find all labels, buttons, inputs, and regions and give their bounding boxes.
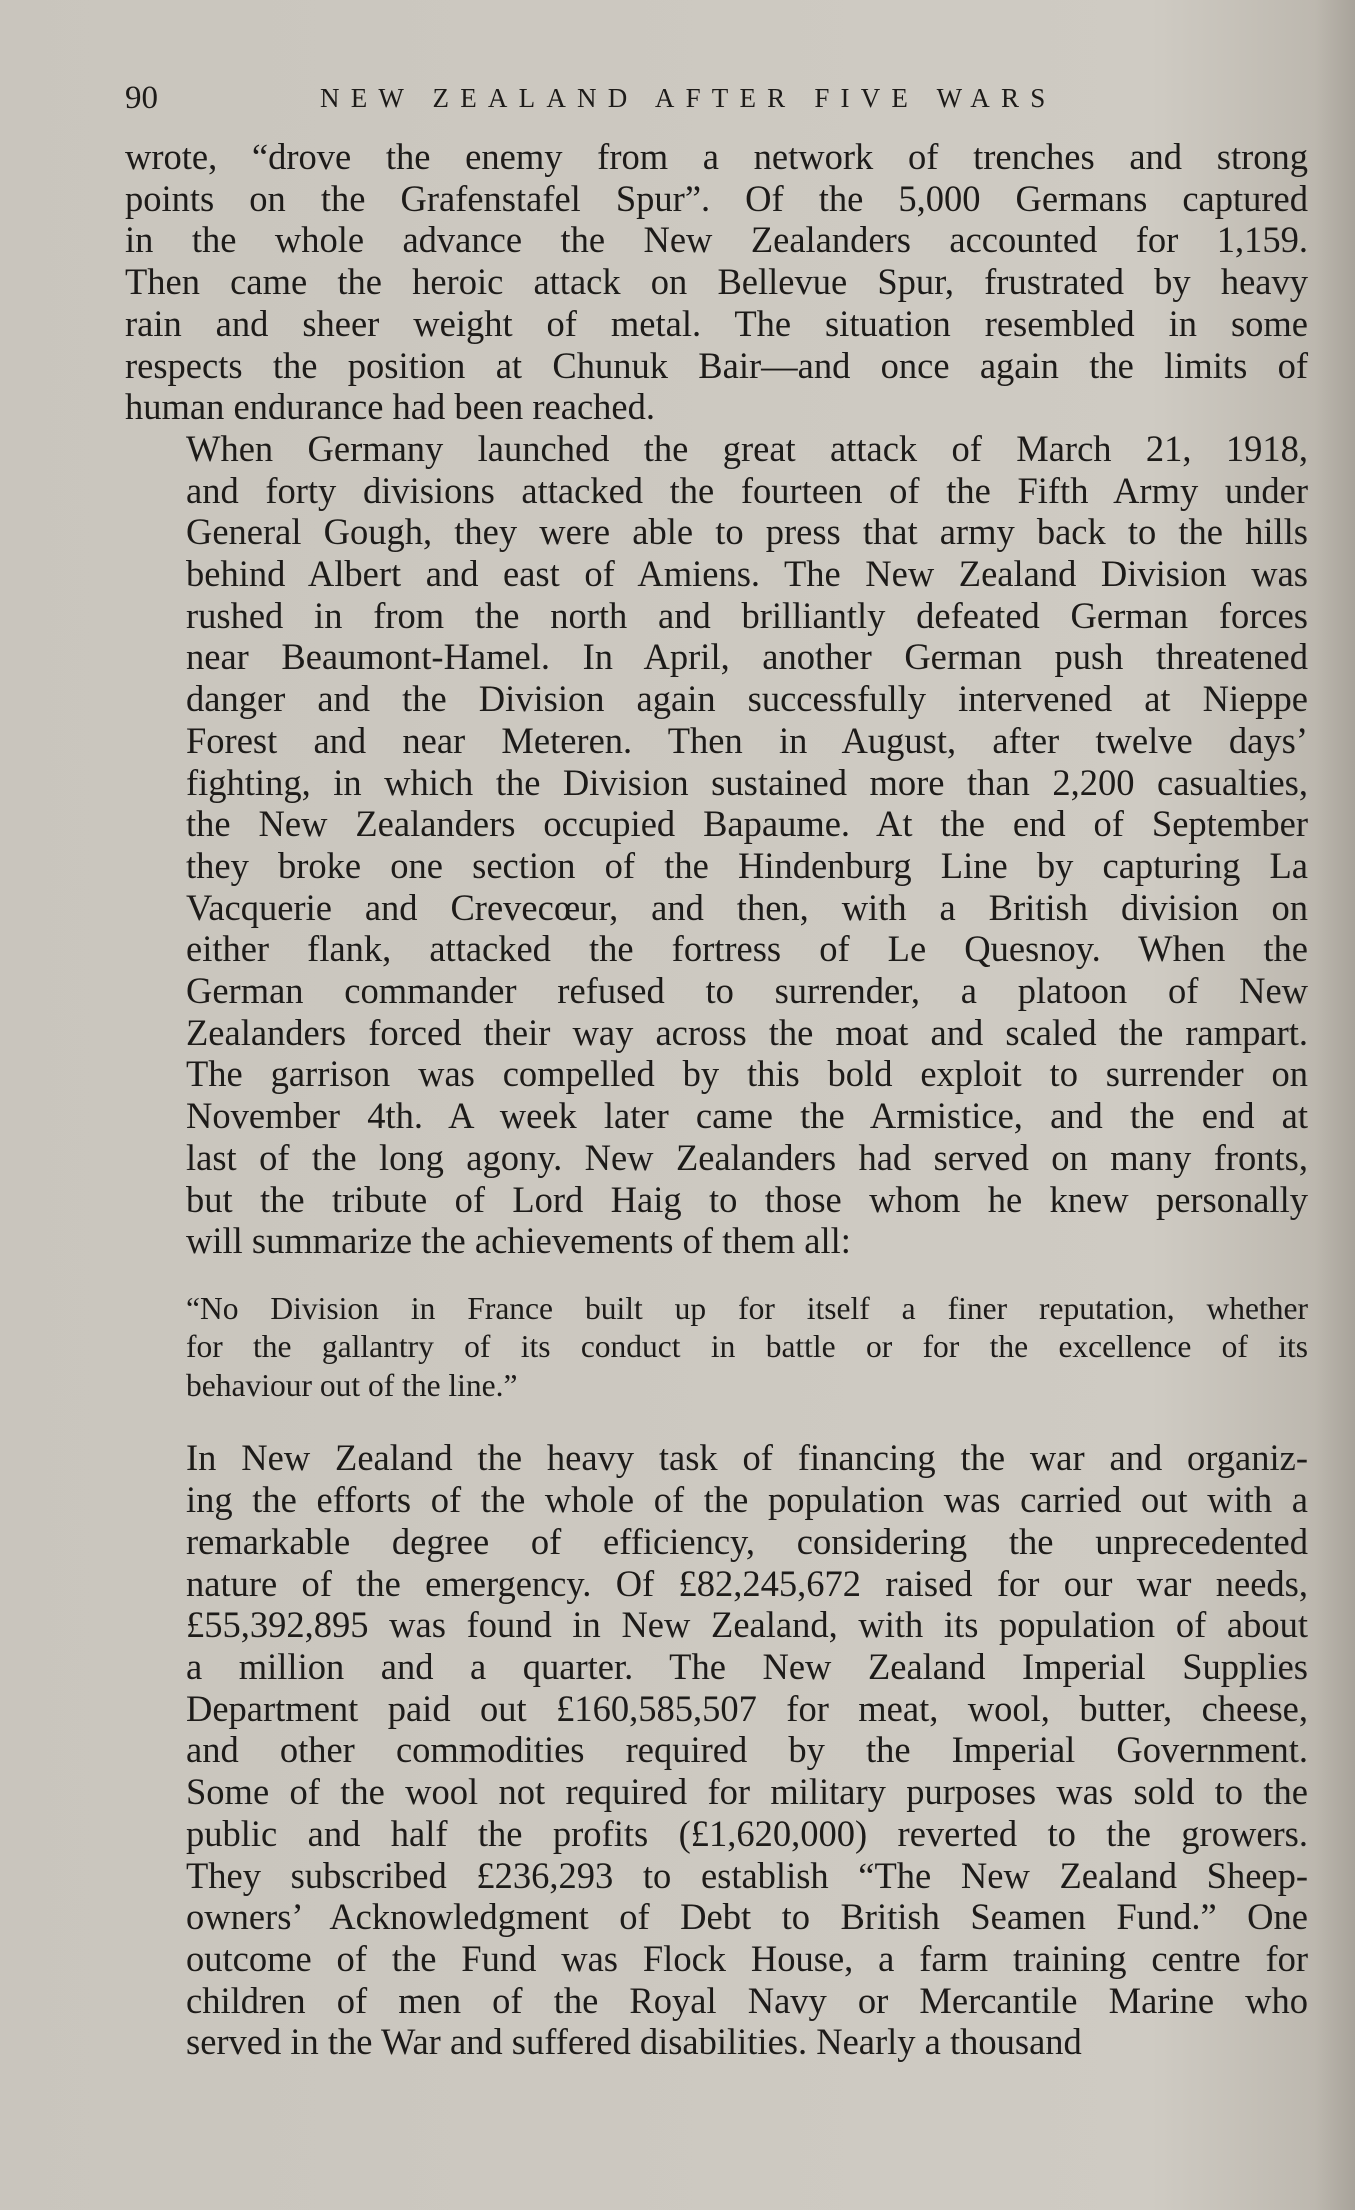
text-line: respects the position at Chunuk Bair—and once again the limits of <box>125 344 1308 386</box>
book-page <box>125 78 1308 2063</box>
text-line: nature of the emergency. Of £82,245,672 raised for our war needs, <box>186 1562 1308 1604</box>
text-line: either flank, attacked the fortress of Le Quesnoy. When the <box>186 928 1308 970</box>
text-line: outcome of the Fund was Flock House, a farm training centre for <box>186 1937 1308 1979</box>
text-line: Then came the heroic attack on Bellevue Spur, frustrated by heavy <box>125 261 1308 303</box>
text-line: fighting, in which the Division sustained more than 2,200 casualties, <box>186 761 1308 803</box>
text-line: wrote, “drove the enemy from a network of trenches and strong <box>125 136 1308 177</box>
block-quote <box>125 1290 1308 1406</box>
text-line: served in the War and suffered disabilities. Nearly a thousand <box>186 2021 1082 2063</box>
text-line: for the gallantry of its conduct in battle or for the excellence of its <box>186 1329 1308 1365</box>
text-line: ing the efforts of the whole of the population was carried out with a <box>186 1479 1308 1521</box>
text-line: Vacquerie and Crevecœur, and then, with a British division on <box>186 886 1308 928</box>
text-line: owners’ Acknowledgment of Debt to British Seamen Fund.” One <box>186 1896 1308 1938</box>
text-line: In New Zealand the heavy task of financing the war and organiz- <box>186 1437 1308 1479</box>
text-line: points on the Grafenstafel Spur”. Of the 5,000 Germans captured <box>125 177 1308 219</box>
text-line: but the tribute of Lord Haig to those whom he knew personally <box>186 1178 1308 1220</box>
text-line: near Beaumont-Hamel. In April, another German push threatened <box>186 636 1308 678</box>
text-line: a million and a quarter. The New Zealand Imperial Supplies <box>186 1646 1308 1687</box>
text-line: behind Albert and east of Amiens. The New Zealand Division was <box>186 553 1308 595</box>
text-line: rushed in from the north and brilliantly defeated German forces <box>186 594 1308 636</box>
text-line: human endurance had been reached. <box>125 386 655 428</box>
text-line: Forest and near Meteren. Then in August, after twelve days’ <box>186 719 1308 761</box>
paragraph <box>125 136 1308 428</box>
text-line: German commander refused to surrender, a platoon of New <box>186 970 1308 1012</box>
text-line: The garrison was compelled by this bold exploit to surrender on <box>186 1053 1308 1095</box>
paragraph <box>125 428 1308 1262</box>
text-line: public and half the profits (£1,620,000) reverted to the growers. <box>186 1812 1308 1854</box>
text-line: danger and the Division again successfully intervened at Nieppe <box>186 678 1308 720</box>
text-body <box>125 136 1308 2063</box>
paragraph <box>125 1437 1308 2063</box>
text-line: £55,392,895 was found in New Zealand, with its population of about <box>186 1604 1308 1646</box>
text-line: and other commodities required by the Imperial Government. <box>186 1729 1308 1771</box>
text-line: rain and sheer weight of metal. The situation resembled in some <box>125 302 1308 344</box>
text-line: in the whole advance the New Zealanders accounted for 1,159. <box>125 219 1308 261</box>
running-title: NEW ZEALAND AFTER FIVE WARS <box>320 83 1057 113</box>
text-line: children of men of the Royal Navy or Mercantile Marine who <box>186 1979 1308 2021</box>
text-line: and forty divisions attacked the fourteen of the Fifth Army under <box>186 469 1308 511</box>
text-line: will summarize the achievements of them all: <box>186 1220 851 1262</box>
text-line: remarkable degree of efficiency, considering the unprecedented <box>186 1520 1308 1562</box>
text-line: General Gough, they were able to press that army back to the hills <box>186 511 1308 553</box>
text-line: they broke one section of the Hindenburg Line by capturing La <box>186 844 1308 886</box>
text-line: They subscribed £236,293 to establish “The New Zealand Sheep- <box>186 1854 1308 1896</box>
text-line: the New Zealanders occupied Bapaume. At the end of September <box>186 803 1308 845</box>
text-line: last of the long agony. New Zealanders had served on many fronts, <box>186 1136 1308 1178</box>
page-number: 90 <box>125 80 158 116</box>
text-line: November 4th. A week later came the Armistice, and the end at <box>186 1095 1308 1137</box>
running-head <box>125 78 1308 118</box>
text-line: When Germany launched the great attack of March 21, 1918, <box>186 427 1308 469</box>
text-line: Zealanders forced their way across the moat and scaled the rampart. <box>186 1011 1308 1053</box>
text-line: Some of the wool not required for military purposes was sold to the <box>186 1771 1308 1813</box>
text-line: behaviour out of the line.” <box>186 1367 518 1403</box>
text-line: “No Division in France built up for itself a finer reputation, whether <box>186 1290 1308 1326</box>
text-line: Department paid out £160,585,507 for meat, wool, butter, cheese, <box>186 1687 1308 1729</box>
